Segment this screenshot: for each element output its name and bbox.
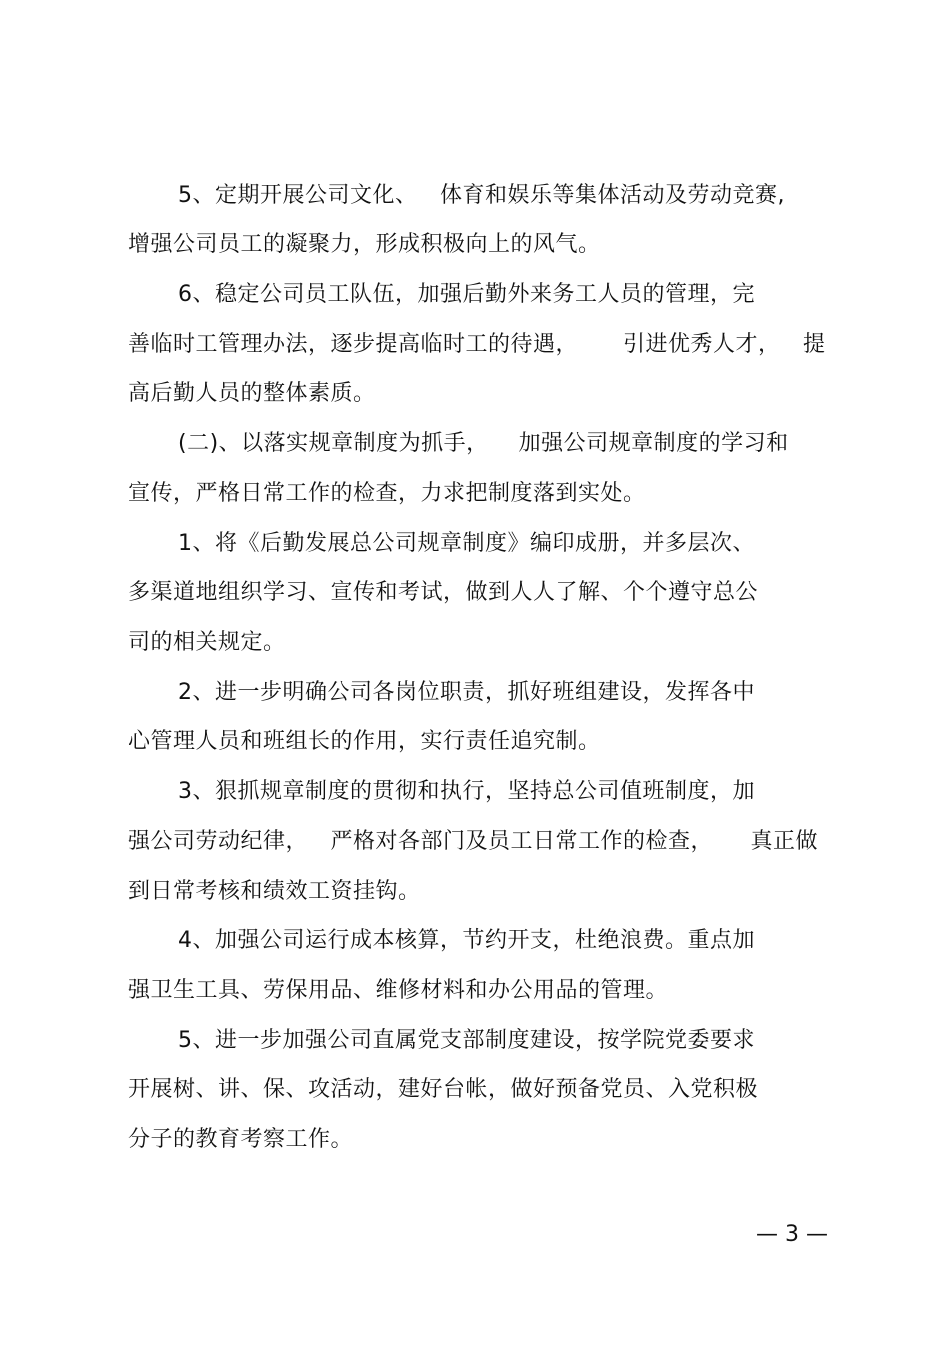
text-line: 6、稳定公司员工队伍，加强后勤外来务工人员的管理，完 [178, 282, 755, 307]
text-line: 司的相关规定。 [128, 630, 286, 655]
text-line: 强公司劳动纪律， 严格对各部门及员工日常工作的检查， 真正做 [128, 829, 818, 854]
text-line: 3、狠抓规章制度的贯彻和执行，坚持总公司值班制度，加 [178, 779, 755, 804]
text-line: 高后勤人员的整体素质。 [128, 381, 376, 406]
text-line: 4、加强公司运行成本核算，节约开支，杜绝浪费。重点加 [178, 928, 755, 953]
text-line: 开展树、讲、保、攻活动，建好台帐，做好预备党员、入党积极 [128, 1077, 759, 1102]
text-line: 多渠道地组织学习、宣传和考试，做到人人了解、个个遵守总公 [128, 580, 759, 605]
text-line: 2、进一步明确公司各岗位职责，抓好班组建设，发挥各中 [178, 680, 755, 705]
text-line: 分子的教育考察工作。 [128, 1127, 354, 1152]
text-line: 心管理人员和班组长的作用，实行责任追究制。 [128, 729, 601, 754]
page-number: — 3 — [756, 1222, 828, 1247]
text-line: 5、定期开展公司文化、 体育和娱乐等集体活动及劳动竞赛, [178, 183, 785, 208]
text-line: 到日常考核和绩效工资挂钩。 [128, 879, 421, 904]
text-line: 5、进一步加强公司直属党支部制度建设，按学院党委要求 [178, 1028, 755, 1053]
text-line: (二)、以落实规章制度为抓手， 加强公司规章制度的学习和 [178, 431, 789, 456]
text-line: 善临时工管理办法，逐步提高临时工的待遇， 引进优秀人才， 提 [128, 332, 826, 357]
text-line: 强卫生工具、劳保用品、维修材料和办公用品的管理。 [128, 978, 669, 1003]
text-line: 1、将《后勤发展总公司规章制度》编印成册，并多层次、 [178, 531, 755, 556]
text-line: 宣传，严格日常工作的检查，力求把制度落到实处。 [128, 481, 646, 506]
text-line: 增强公司员工的凝聚力，形成积极向上的风气。 [128, 232, 601, 257]
